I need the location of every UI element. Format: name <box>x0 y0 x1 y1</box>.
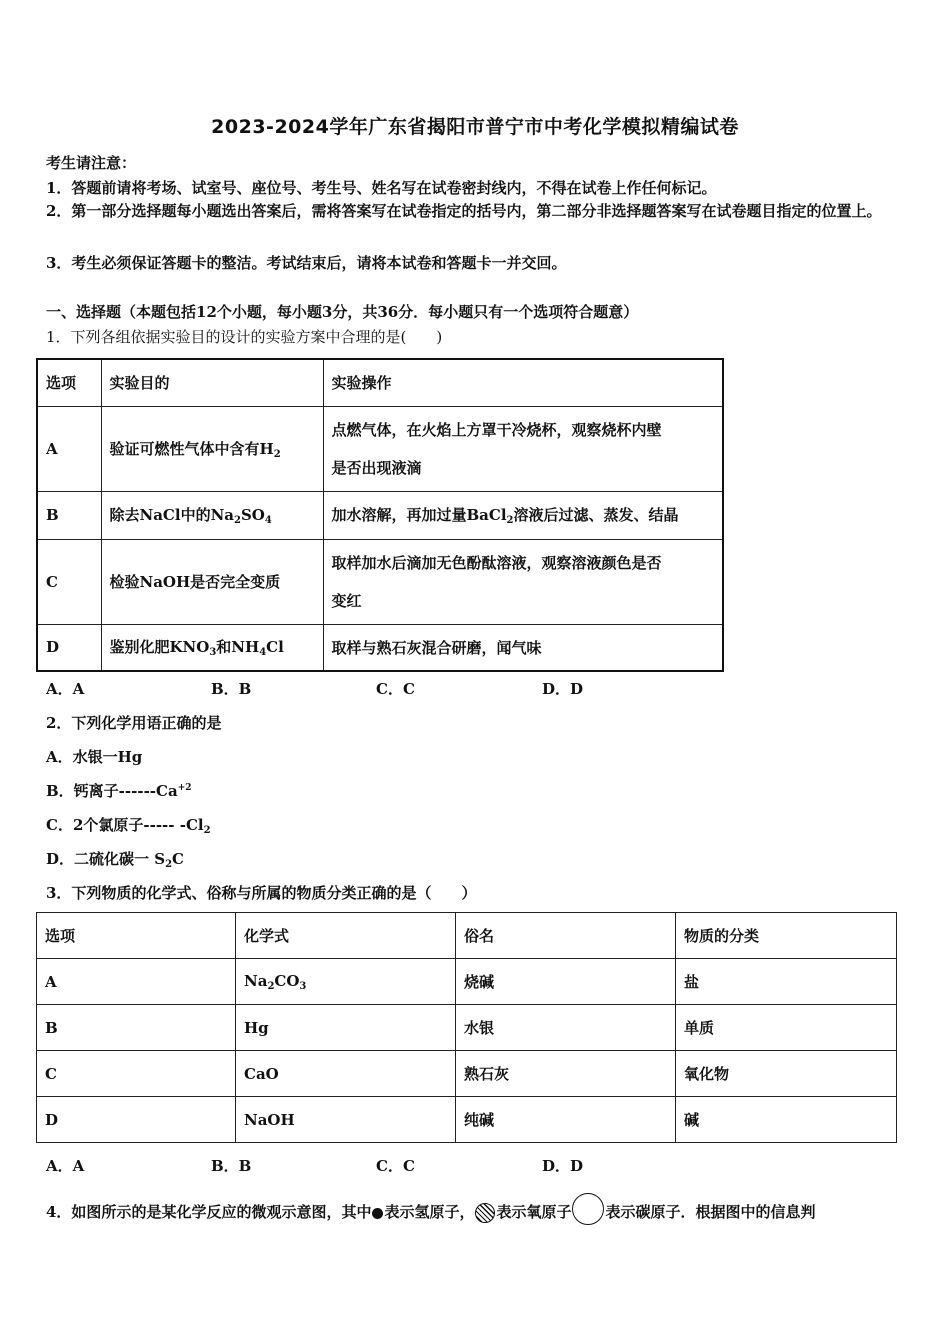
option-cell: C <box>37 1051 236 1097</box>
notice-item: 1．答题前请将考场、试室号、座位号、考生号、姓名写在试卷密封线内，不得在试卷上作任何标记。 <box>46 179 717 197</box>
answer-option[interactable]: A．水银一Hg <box>46 748 143 766</box>
formula-cell <box>236 959 456 1005</box>
subscript: 2 <box>203 825 211 836</box>
table-header-row <box>37 359 723 406</box>
stem-text: 表示氧原子 <box>496 1203 572 1221</box>
formula-cell: CaO <box>236 1051 456 1097</box>
common-name-cell: 熟石灰 <box>456 1051 676 1097</box>
table-header-cell: 选项 <box>37 359 101 406</box>
answer-option[interactable] <box>46 848 184 870</box>
table-header-cell: 俗名 <box>456 913 676 959</box>
option-cell: A <box>37 406 101 491</box>
table-header-cell: 选项 <box>37 913 236 959</box>
superscript: +2 <box>177 783 192 793</box>
answer-option[interactable] <box>46 814 211 836</box>
subscript: 4 <box>259 647 267 659</box>
answer-option[interactable]: A．A <box>46 680 85 698</box>
table-row <box>37 406 723 491</box>
operation-cell <box>323 491 723 539</box>
purpose-cell <box>101 624 323 671</box>
option-text: C <box>172 850 184 868</box>
option-text: B．钙离子------Ca <box>46 782 178 800</box>
purpose-cell: 检验NaOH是否完全变质 <box>101 539 323 624</box>
question-stem <box>46 1201 816 1225</box>
subscript: 4 <box>264 515 272 526</box>
common-name-cell: 纯碱 <box>456 1097 676 1143</box>
carbon-atom-icon <box>572 1193 604 1225</box>
table-row <box>37 959 897 1005</box>
section-heading: 一、选择题（本题包括12个小题，每小题3分，共36分．每小题只有一个选项符合题意） <box>46 303 639 321</box>
option-cell: B <box>37 1005 236 1051</box>
notice-item: 3．考生必须保证答题卡的整洁。考试结束后，请将本试卷和答题卡一并交回。 <box>46 254 567 272</box>
purpose-text: 鉴别化肥KNO <box>109 638 210 657</box>
class-cell: 盐 <box>676 959 897 1005</box>
formula-text: CO <box>274 971 300 990</box>
table-header-cell: 化学式 <box>236 913 456 959</box>
operation-line: 变红 <box>331 591 362 610</box>
answer-option[interactable]: B．B <box>211 1157 252 1175</box>
question-stem: 2．下列化学用语正确的是 <box>46 714 222 732</box>
common-name-cell: 水银 <box>456 1005 676 1051</box>
stem-text: 表示氢原子， <box>384 1203 475 1221</box>
option-cell: A <box>37 959 236 1005</box>
subscript: 2 <box>506 515 514 526</box>
class-cell: 氧化物 <box>676 1051 897 1097</box>
operation-line: 是否出现液滴 <box>331 458 422 477</box>
subscript: 3 <box>299 980 307 992</box>
class-cell: 碱 <box>676 1097 897 1143</box>
answer-option[interactable]: C．C <box>376 680 415 698</box>
notice-heading: 考生请注意： <box>46 154 137 172</box>
option-cell: D <box>37 1097 236 1143</box>
purpose-text: 除去NaCl中的Na <box>109 506 234 524</box>
table-header-cell: 物质的分类 <box>676 913 897 959</box>
purpose-cell <box>101 406 323 491</box>
oxygen-atom-icon <box>475 1203 495 1223</box>
purpose-text: 和NH <box>216 638 260 657</box>
subscript: 2 <box>267 980 275 992</box>
formula-cell: NaOH <box>236 1097 456 1143</box>
operation-line: 点燃气体，在火焰上方罩干冷烧杯，观察烧杯内壁 <box>331 420 662 439</box>
table-row <box>37 491 723 539</box>
option-text: D．二硫化碳一 S <box>46 850 166 868</box>
formula-text: Na <box>244 971 268 990</box>
question-stem: 1．下列各组依据实验目的设计的实验方案中合理的是( ) <box>46 328 443 346</box>
table-row <box>37 1005 897 1051</box>
hydrogen-atom-icon <box>372 1208 383 1219</box>
answer-option[interactable]: C．C <box>376 1157 415 1175</box>
table-header-cell: 实验操作 <box>323 359 723 406</box>
table-header-cell: 实验目的 <box>101 359 323 406</box>
option-cell: D <box>37 624 101 671</box>
answer-option[interactable]: B．B <box>211 680 252 698</box>
table-header-row <box>37 913 897 959</box>
purpose-text: Cl <box>266 638 284 657</box>
subscript: 2 <box>234 515 241 526</box>
option-cell: C <box>37 539 101 624</box>
q3-table <box>36 912 897 1143</box>
table-row <box>37 539 723 624</box>
operation-line: 取样加水后滴加无色酚酞溶液，观察溶液颜色是否 <box>331 553 662 572</box>
option-cell: B <box>37 491 101 539</box>
operation-text: 加水溶解，再加过量BaCl <box>331 506 507 524</box>
answer-option[interactable]: A．A <box>46 1157 85 1175</box>
notice-item: 2．第一部分选择题每小题选出答案后，需将答案写在试卷指定的括号内，第二部分非选择题答案写在试卷题目指定的位置上。 <box>46 202 882 220</box>
formula-cell: Hg <box>236 1005 456 1051</box>
stem-text: 表示碳原子．根据图中的信息判 <box>605 1203 816 1221</box>
q1-table <box>36 358 724 672</box>
class-cell: 单质 <box>676 1005 897 1051</box>
subscript: 3 <box>209 647 217 659</box>
purpose-text: SO <box>240 506 265 524</box>
subscript: 2 <box>165 859 173 870</box>
purpose-text: 验证可燃性气体中含有H <box>109 439 274 458</box>
question-stem: 3．下列物质的化学式、俗称与所属的物质分类正确的是（ ） <box>46 884 477 902</box>
operation-cell: 取样与熟石灰混合研磨，闻气味 <box>323 624 723 671</box>
operation-text: 溶液后过滤、蒸发、结晶 <box>513 506 679 524</box>
page-title: 2023-2024学年广东省揭阳市普宁市中考化学模拟精编试卷 <box>211 116 739 138</box>
answer-option[interactable]: D．D <box>542 680 584 698</box>
stem-text: 4．如图所示的是某化学反应的微观示意图，其中 <box>46 1203 372 1221</box>
subscript: 2 <box>273 448 281 460</box>
answer-option[interactable]: D．D <box>542 1157 584 1175</box>
operation-cell <box>323 406 723 491</box>
table-row <box>37 1097 897 1143</box>
purpose-cell <box>101 491 323 539</box>
operation-cell <box>323 539 723 624</box>
table-row <box>37 624 723 671</box>
answer-option[interactable] <box>46 780 192 801</box>
common-name-cell: 烧碱 <box>456 959 676 1005</box>
table-row <box>37 1051 897 1097</box>
option-text: C．2个氯原子----- -Cl <box>46 816 204 834</box>
